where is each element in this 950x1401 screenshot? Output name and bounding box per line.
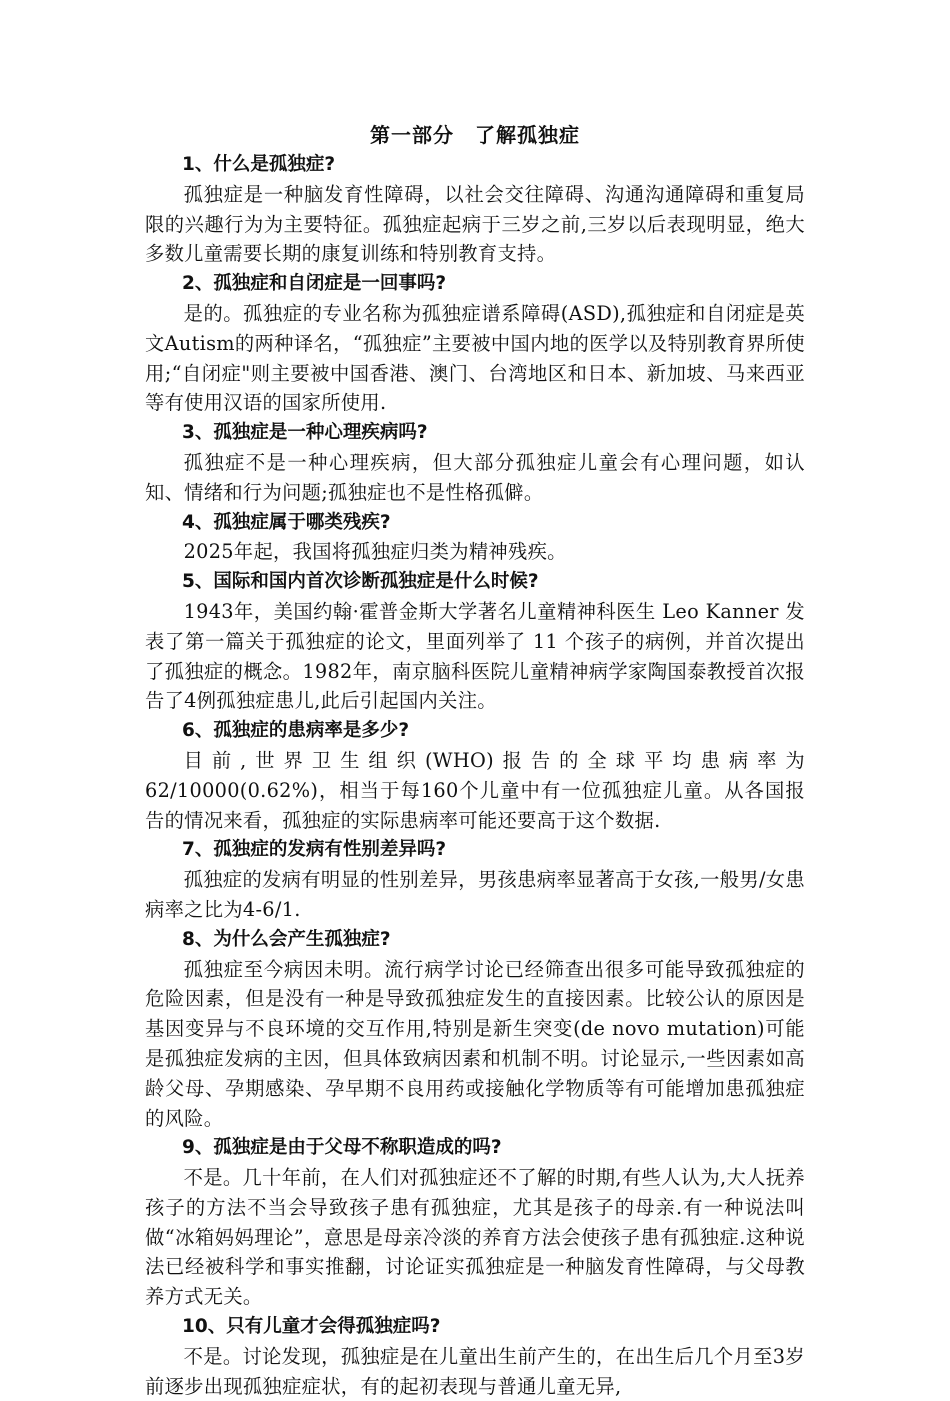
section-body-1: 孤独症是一种脑发育性障碍，以社会交往障碍、沟通沟通障碍和重复局限的兴趣行为为主要特征。孤独症起病于三岁之前,三岁以后表现明显，绝大多数儿童需要长期的康复训练和特别教育支持。 xyxy=(145,182,805,266)
section-body-10: 不是。讨论发现，孤独症是在儿童出生前产生的，在出生后几个月至3岁前逐步出现孤独症症状，有的起初表现与普通儿童无异, xyxy=(145,1344,805,1398)
section-body-2: 是的。孤独症的专业名称为孤独症谱系障碍(ASD),孤独症和自闭症是英文Autism的两种译名，“孤独症”主要被中国内地的医学以及特别教育界所使用;“自闭症"则主要被中国香港、澳门、台湾地区和日本、新加坡、马来西亚等有使用汉语的国家所使用. xyxy=(145,301,805,415)
section-body-9: 不是。几十年前，在人们对孤独症还不了解的时期,有些人认为,大人抚养孩子的方法不当会导致孩子患有孤独症，尤其是孩子的母亲.有一种说法叫做“冰箱妈妈理论”，意思是母亲冷淡的养育方法会使孩子患有孤独症.这种说法已经被科学和事实推翻，讨论证实孤独症是一种脑发育性障碍，与父母教养方式无关。 xyxy=(145,1166,805,1309)
section-body-7: 孤独症的发病有明显的性别差异，男孩患病率显著高于女孩,一般男/女患病率之比为4-6/1. xyxy=(145,868,805,921)
section-heading-6: 6、孤独症的患病率是多少? xyxy=(182,720,410,742)
section-body-5: 1943年，美国约翰·霍普金斯大学著名儿童精神科医生 Leo Kanner 发表了第一篇关于孤独症的论文，里面列举了 11 个孩子的病例，并首次提出了孤独症的概念。1982年，南京脑科医院儿童精神病学家陶国泰教授首次报告了4例孤独症患儿,此后引起国内关注。 xyxy=(145,599,805,713)
document-page xyxy=(145,120,805,1401)
section-heading-4: 4、孤独症属于哪类残疾? xyxy=(182,511,391,533)
section-heading-10: 10、只有儿童才会得孤独症吗? xyxy=(182,1316,441,1338)
section-body-8: 孤独症至今病因未明。流行病学讨论已经筛查出很多可能导致孤独症的危险因素，但是没有一种是导致孤独症发生的直接因素。比较公认的原因是基因变异与不良环境的交互作用,特别是新生突变(de novo mutation)可能是孤独症发病的主因，但具体致病因素和机制不明。讨论显示,一些因素如高龄父母、孕期感染、孕早期不良用药或接触化学物质等有可能增加患孤独症的风险。 xyxy=(145,957,805,1130)
section-body-4: 2025年起，我国将孤独症归类为精神残疾。 xyxy=(183,540,567,564)
section-heading-3: 3、孤独症是一种心理疾病吗? xyxy=(182,422,428,444)
section-heading-9: 9、孤独症是由于父母不称职造成的吗? xyxy=(182,1137,502,1159)
document-title: 第一部分 了解孤独症 xyxy=(370,123,580,147)
section-body-3: 孤独症不是一种心理疾病，但大部分孤独症儿童会有心理问题，如认知、情绪和行为问题;孤独症也不是性格孤僻。 xyxy=(145,450,805,504)
section-heading-5: 5、国际和国内首次诊断孤独症是什么时候? xyxy=(182,571,539,593)
section-heading-8: 8、为什么会产生孤独症? xyxy=(182,928,391,950)
section-heading-2: 2、孤独症和自闭症是一回事吗? xyxy=(182,273,447,295)
section-heading-7: 7、孤独症的发病有性别差异吗? xyxy=(182,839,447,861)
section-heading-1: 1、什么是孤独症? xyxy=(182,154,336,175)
section-body-6: 目前,世界卫生组织(WHO)报告的全球平均患病率为62/10000(0.62%)，相当于每160个儿童中有一位孤独症儿童。从各国报告的情况来看，孤独症的实际患病率可能还要高于这个数据. xyxy=(145,748,805,832)
